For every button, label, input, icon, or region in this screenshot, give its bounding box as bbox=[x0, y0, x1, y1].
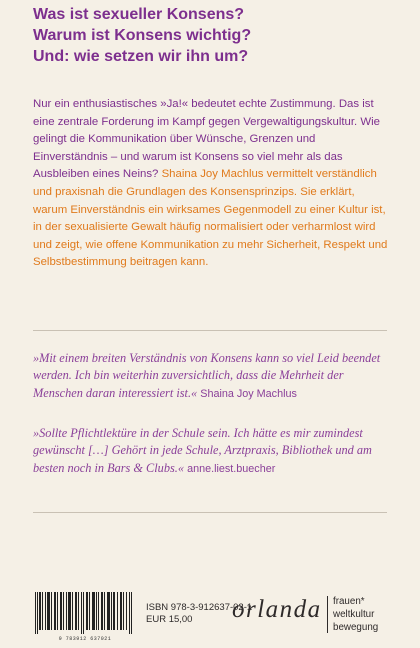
tagline-line-2: weltkultur bbox=[333, 609, 375, 620]
publisher-tagline bbox=[333, 595, 378, 634]
price: EUR 15,00 bbox=[146, 614, 193, 625]
blurb bbox=[33, 96, 388, 272]
divider-top bbox=[33, 330, 387, 331]
tagline-line-1: frauen* bbox=[333, 596, 365, 607]
headline-line-3: Und: wie setzen wir ihn um? bbox=[33, 48, 249, 65]
blurb-part-1: Nur ein enthusiastisches »Ja!« bedeutet echte Zustimmung. Das ist eine zentrale Forderung im Kampf gegen Vergewaltigungskultur. Wie gelingt die Kommunikation über Wünsche, Grenzen und Einverständnis – und warum ist Konsens so viel mehr als das Ausbleiben eines Neins? bbox=[33, 98, 380, 181]
divider-bottom bbox=[33, 512, 387, 513]
barcode bbox=[35, 592, 135, 634]
quote-author-text: »Mit einem breiten Verständnis von Konsens kann so viel Leid beendet werden. Ich bin weiterhin zuversichtlich, dass die Mehrheit der Menschen daran interessiert ist.« bbox=[33, 351, 381, 400]
quote-reviewer-text: »Sollte Pflichtlektüre in der Schule sein. Ich hätte es mir zumindest gewünscht […] Gehört in jede Schule, Arztpraxis, Bibliothek und am besten noch in Bars & Clubs.« bbox=[33, 426, 372, 475]
tagline-line-3: bewegung bbox=[333, 622, 379, 633]
back-cover-headline bbox=[33, 4, 413, 67]
headline-line-1: Was ist sexueller Konsens? bbox=[33, 6, 245, 23]
quote-reviewer bbox=[33, 425, 393, 478]
blurb-part-2: Shaina Joy Machlus vermittelt verständlich und praxisnah die Grundlagen des Konsensprinzips. Sie erklärt, warum Einverständnis ein wirksames Gegenmodell zu einer Kultur ist, in der sexualisierte Gewalt häufig normalisiert oder verharmlost wird und zeigt, wie offene Kommunikation zu mehr Sicherheit, Respekt und Selbstbestimmung beitragen kann. bbox=[33, 168, 388, 269]
quote-author-source: Shaina Joy Machlus bbox=[200, 387, 297, 400]
headline-line-2: Warum ist Konsens wichtig? bbox=[33, 27, 252, 44]
publisher-logo: orlanda bbox=[232, 596, 322, 623]
barcode-digits: 9 783912 637021 bbox=[58, 636, 112, 642]
logo-divider bbox=[327, 596, 328, 633]
quote-author bbox=[33, 350, 393, 403]
isbn-number: ISBN 978-3-912637-02-1 bbox=[146, 602, 253, 613]
quote-reviewer-source: anne.liest.buecher bbox=[187, 462, 276, 475]
